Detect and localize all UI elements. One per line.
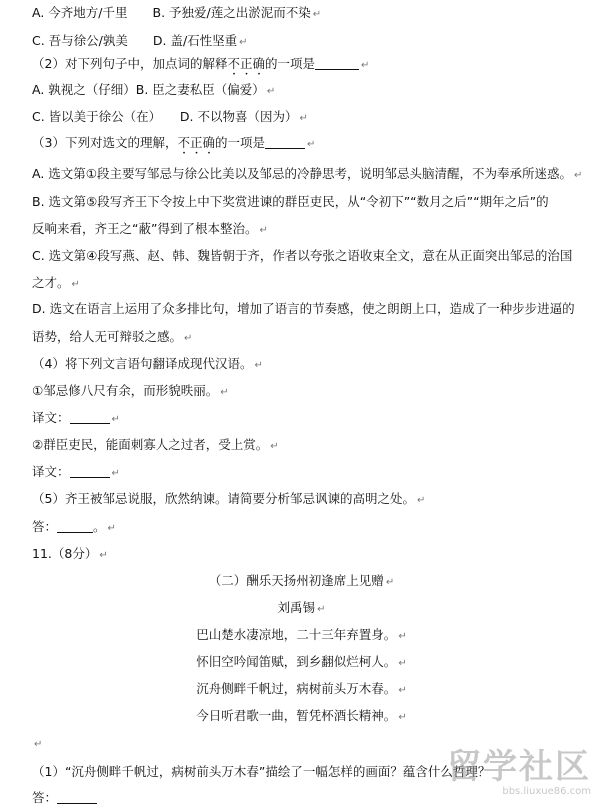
answer-blank <box>70 410 110 424</box>
question-3: （3）下列对选文的理解，不正确的一项是 ↵ <box>32 135 316 150</box>
sentence-1: ①邹忌修八尺有余，而形貌昳丽。 ↵ <box>32 383 229 398</box>
poem-author: 刘禹锡 ↵ <box>277 600 326 615</box>
translation-2: 译文： ↵ <box>32 464 120 479</box>
answer-5: 答： 。 ↵ <box>32 519 116 534</box>
option-row-2: C. 吾与徐公/孰美 D. 盖/石性坚重 ↵ <box>32 33 248 48</box>
question-11-1: （1）“沉舟侧畔千帆过，病树前头万木春”描绘了一幅怎样的画面？蕴含什么哲理？ <box>32 764 491 779</box>
option-d-cont: 语势，给人无可辩驳之感。 ↵ <box>32 329 193 344</box>
sentence-2: ②群臣吏民，能面刺寡人之过者，受上赏。 ↵ <box>32 437 279 452</box>
question-2: （2）对下列句子中，加点词的解释不正确的一项是 ↵ <box>32 56 370 71</box>
poem-line-4: 今日听君歌一曲，暂凭杯酒长精神。 ↵ <box>196 708 407 723</box>
empty-paragraph: ↵ <box>34 739 43 750</box>
option-row-1: A. 今齐地方/千里 B. 予独爱/莲之出淤泥而不染 ↵ <box>32 5 322 20</box>
question-4: （4）将下列文言语句翻译成现代汉语。 ↵ <box>32 356 263 371</box>
poem-title: （二）酬乐天扬州初逢席上见赠 ↵ <box>208 573 395 588</box>
option-a: A. 选文第①段主要写邹忌与徐公比美以及邹忌的冷静思考，说明邹忌头脑清醒，不为奉承所迷惑。 ↵ <box>32 166 583 181</box>
question-11: 11.（8分） ↵ <box>32 546 108 561</box>
watermark-url: bbs.liuxue86.com <box>502 786 591 797</box>
answer-blank <box>315 56 359 70</box>
option-row-4: C. 皆以美于徐公（在） D. 不以物喜（因为） ↵ <box>32 109 308 124</box>
option-d: D. 选文在语言上运用了众多排比句，增加了语言的节奏感，使之朗朗上口，造成了一种步步进逼的 <box>32 301 575 316</box>
option-c: C. 选文第④段写燕、赵、韩、魏皆朝于齐，作者以夸张之语收束全文，意在从正面突出邹忌的治国 <box>32 248 573 263</box>
option-row-3: A. 孰视之（仔细）B. 臣之妻私臣（偏爱） ↵ <box>32 82 276 97</box>
poem-line-3: 沉舟侧畔千帆过，病树前头万木春。 ↵ <box>196 681 407 696</box>
poem-line-2: 怀旧空吟闻笛赋，到乡翻似烂柯人。 ↵ <box>196 654 407 669</box>
watermark-logo <box>447 748 591 798</box>
option-c-cont: 之才。 ↵ <box>32 275 80 290</box>
poem-line-1: 巴山楚水凄凉地，二十三年弃置身。 ↵ <box>196 627 407 642</box>
answer-11-1: 答： <box>32 789 97 807</box>
option-b: B. 选文第⑤段写齐王下令按上中下奖赏进谏的群臣吏民，从“令初下”“数月之后”“期年之后”的 <box>32 194 549 209</box>
translation-1: 译文： ↵ <box>32 410 120 425</box>
answer-blank <box>265 135 305 149</box>
answer-blank <box>70 464 110 478</box>
answer-blank <box>57 519 93 533</box>
answer-blank <box>57 790 97 804</box>
question-5: （5）齐王被邹忌说服，欣然纳谏。请简要分析邹忌讽谏的高明之处。 ↵ <box>32 491 426 506</box>
option-b-cont: 反响来看，齐王之“蔽”得到了根本整治。 ↵ <box>32 221 268 236</box>
watermark-main: 留学社区 <box>447 747 591 787</box>
